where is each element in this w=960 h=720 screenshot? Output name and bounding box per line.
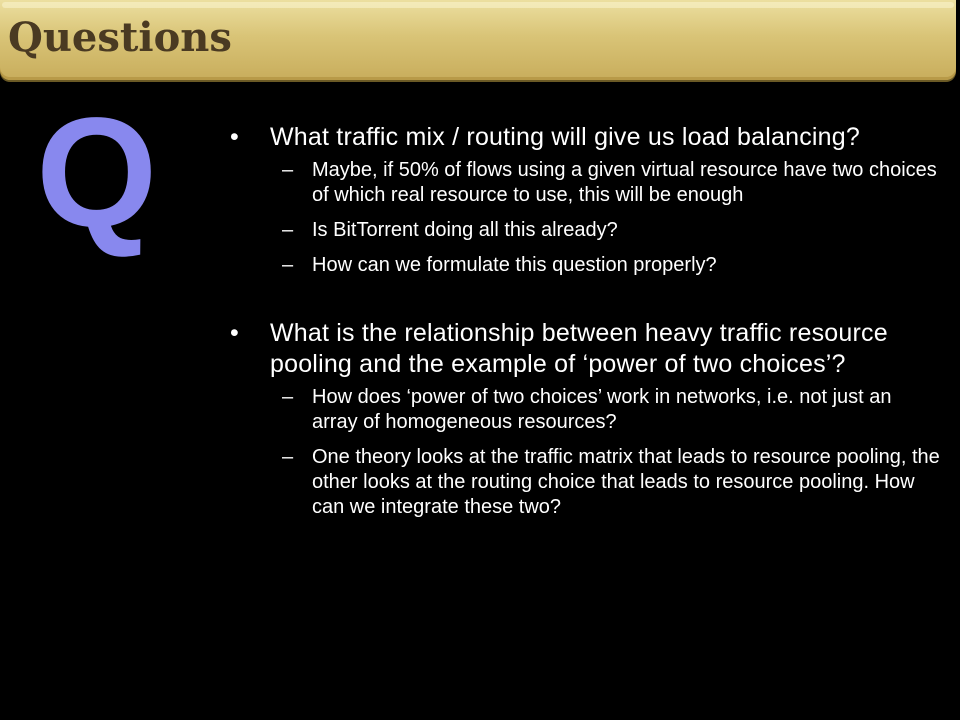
dash-mark: – (282, 446, 294, 468)
sub-bullet-2-2 (228, 445, 940, 520)
sub-bullet-1-2 (228, 218, 940, 243)
dash-mark: – (282, 386, 294, 408)
sub-bullet-text: Maybe, if 50% of flows using a given virtual resource have two choices of which real resource to use, this will be enough (312, 159, 937, 206)
slide-content (228, 122, 940, 520)
bullet-2 (228, 318, 940, 380)
bullet-text: What is the relationship between heavy traffic resource pooling and the example of ‘power of two choices’? (270, 319, 888, 378)
sub-bullet-text: One theory looks at the traffic matrix that leads to resource pooling, the other looks at the routing choice that leads to resource pooling. How can we integrate these two? (312, 446, 940, 518)
sub-bullet-2-1 (228, 385, 940, 435)
bullet-1 (228, 122, 940, 153)
bullet-mark: • (230, 319, 239, 347)
dash-mark: – (282, 219, 294, 241)
dash-mark: – (282, 159, 294, 181)
sub-bullet-text: Is BitTorrent doing all this already? (312, 219, 618, 241)
sub-bullet-text: How can we formulate this question properly? (312, 254, 717, 276)
slide-title: Questions (8, 14, 232, 61)
spacer (228, 278, 940, 318)
bullet-text: What traffic mix / routing will give us load balancing? (270, 123, 860, 151)
big-q-letter: Q (36, 86, 158, 260)
sub-bullet-1-3 (228, 253, 940, 278)
sub-bullet-text: How does ‘power of two choices’ work in networks, i.e. not just an array of homogeneous resources? (312, 386, 892, 433)
dash-mark: – (282, 254, 294, 276)
bullet-mark: • (230, 123, 239, 151)
title-bar (0, 0, 956, 80)
sub-bullet-1-1 (228, 158, 940, 208)
